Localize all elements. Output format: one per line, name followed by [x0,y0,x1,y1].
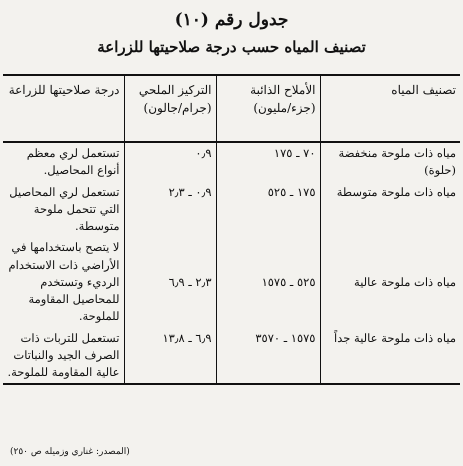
table-number-title: جدول رقم (١٠) [174,10,289,30]
table-row [3,237,460,327]
table-row [3,142,460,182]
cell-salt-concentration: ٦٫٩ ـ ١٣٫٨ [124,328,216,385]
cell-water-type: مياه ذات ملوحة عالية جداً [320,328,460,385]
table-row [3,328,460,385]
cell-dissolved-salts: ١٥٧٥ ـ ٣٥٧٠ [216,328,320,385]
header-dissolved-salts: الأملاح الذائبة (جزء/مليون) [216,75,320,142]
header-suitability: درجة صلاحيتها للزراعة [3,75,124,142]
cell-salt-concentration: ٠٫٩ ـ ٢٫٣ [124,182,216,238]
cell-dissolved-salts: ٧٠ ـ ١٧٥ [216,142,320,182]
cell-dissolved-salts: ٥٢٥ ـ ١٥٧٥ [216,237,320,327]
cell-water-type: مياه ذات ملوحة عالية [320,237,460,327]
table-row [3,182,460,238]
source-note: (المصدر: غناري وزميله ص ٢٥٠) [10,447,130,457]
table-header-row [3,75,460,142]
water-classification-table [3,74,460,385]
cell-salt-concentration: ٠٫٩ [124,142,216,182]
cell-suitability: تستعمل للتربات ذات الصرف الجيد والنباتات عالية المقاومة للملوحة. [7,330,120,379]
header-salt-concentration: التركيز الملحي (جرام/جالون) [124,75,216,142]
cell-water-type: مياه ذات ملوحة متوسطة [320,182,460,238]
header-water-type: تصنيف المياه [320,75,460,142]
cell-salt-concentration: ٢٫٣ ـ ٦٫٩ [124,237,216,327]
cell-suitability: تستعمل لري معظم أنواع المحاصيل. [26,146,120,178]
table-caption: تصنيف المياه حسب درجة صلاحيتها للزراعة [97,38,366,56]
cell-suitability: تستعمل لري المحاصيل التي تتحمل ملوحة متوسطة. [9,184,120,233]
cell-dissolved-salts: ١٧٥ ـ ٥٢٥ [216,182,320,238]
cell-water-type: مياه ذات ملوحة منخفضة (حلوة) [320,142,460,182]
cell-suitability: لا يتصح باستخدامها في الأراضي ذات الاستخدام الرديء وتستخدم للمحاصيل المقاومة للملوحة. [8,240,120,324]
